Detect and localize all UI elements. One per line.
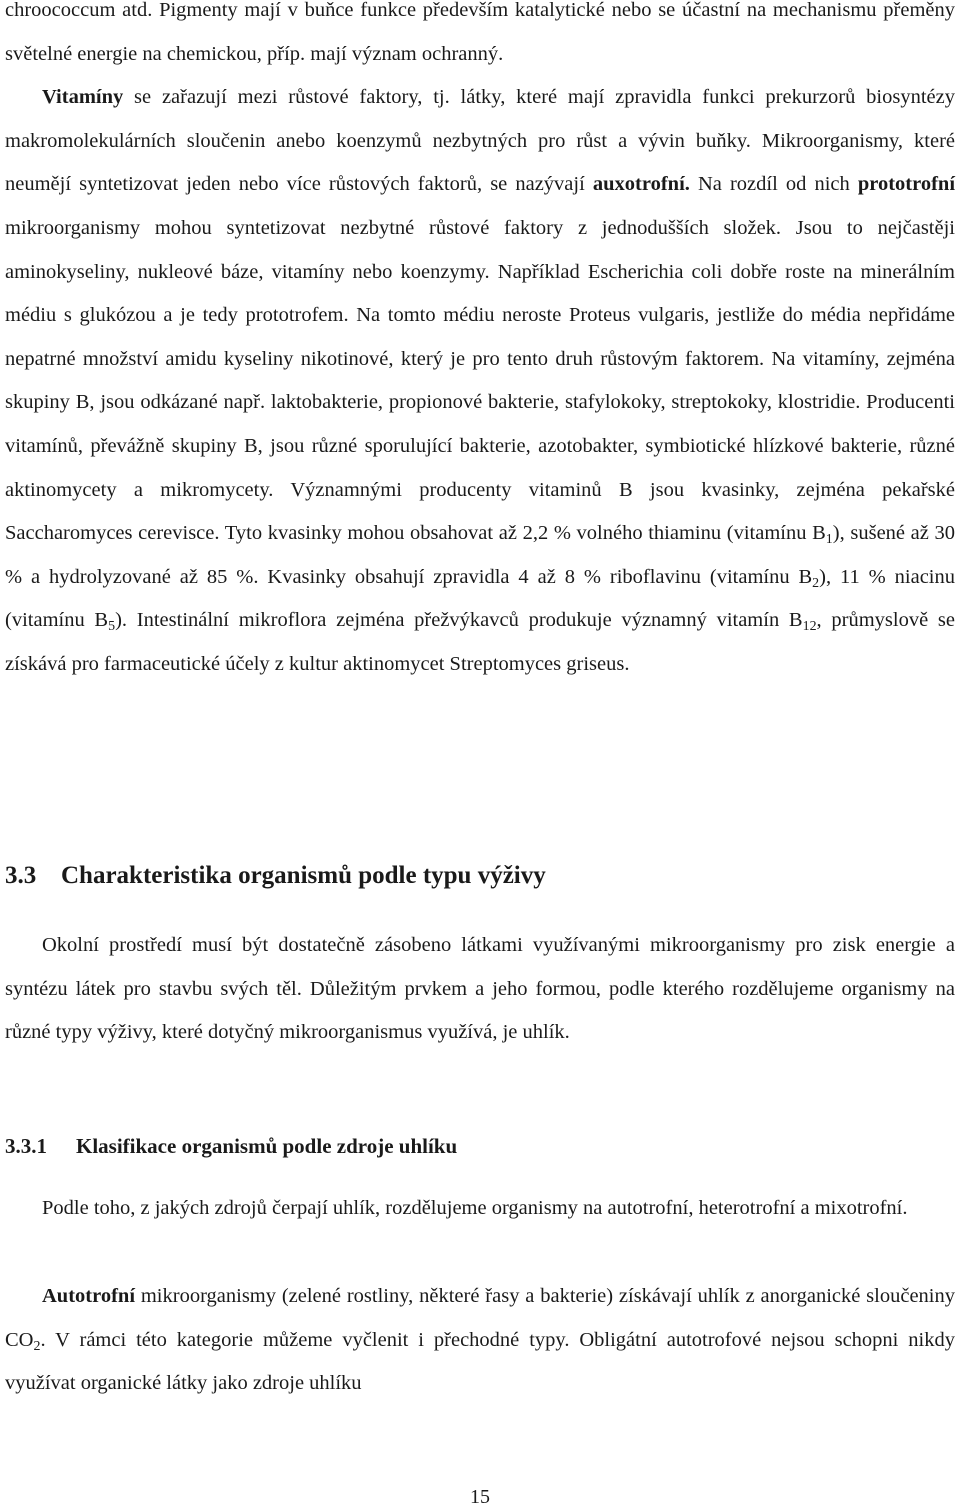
section-heading-3-3 bbox=[5, 862, 546, 890]
section-heading-3-3-1 bbox=[5, 1134, 457, 1159]
term-autotrofni: Autotrofní bbox=[42, 1285, 136, 1307]
subscript-b1: 1 bbox=[825, 532, 833, 548]
subscript-b5: 5 bbox=[108, 619, 116, 635]
subscript-b12: 12 bbox=[802, 619, 817, 635]
text-niacin: ), 11 % niacinu (vitamínu B bbox=[5, 565, 955, 632]
term-vitaminy: Vitamíny bbox=[42, 86, 124, 109]
subscript-b2: 2 bbox=[812, 575, 820, 591]
text-autotrophs: mikroorganismy (zelené rostliny, některé řasy a bakterie) získávají uhlík z anorganické sloučeniny CO bbox=[5, 1285, 955, 1351]
text-prototrophs: mikroorganismy mohou syntetizovat nezbytné růstové faktory z jednodušších složek. Jsou to nejčastěji aminokyseliny, nukleové báze, vitamíny nebo koenzymy. Například Escherichia coli dobře roste na minerálním médiu s glukózou a je tedy prototrofem. Na tomto médiu neroste Proteus vulgaris, jestliže do média nepřidáme nepatrné množství amidu kyseliny nikotinové, který je pro tento druh růstovým faktorem. Na vitamíny, zejména skupiny B, jsou odkázané např. laktobakterie, propionové bakterie, stafylokoky, streptokoky, klostridie. Producenti vitamínů, převážně skupiny B, jsou různé sporulující bakterie, azotobakter, symbiotické hlízkové bakterie, různé aktinomycety a mikromycety. Významnými producenty vitaminů B jsou kvasinky, zejména pekařské Saccharomyces cerevisce. Tyto kvasinky mohou obsahovat až 2,2 % volného thiaminu (vitamínu B bbox=[5, 216, 955, 545]
section-title: Charakteristika organismů podle typu výživy bbox=[61, 862, 546, 889]
term-auxotrofni: auxotrofní. bbox=[592, 173, 690, 196]
paragraph-nutrition: Okolní prostředí musí být dostatečně zásobeno látkami využívanými mikroorganismy pro zisk energie a syntézu látek pro stavbu svých těl. Důležitým prvkem a jeho formou, podle kterého rozdělujeme organismy na různé typy výživy, které dotyčný mikroorganismus využívá, je uhlík. bbox=[5, 934, 955, 1044]
text-obligate: . V rámci této kategorie můžeme vyčlenit i přechodné typy. Obligátní autotrofové nejsou schopni nikdy využívat organické látky jako zdroje uhlíku bbox=[5, 1328, 955, 1395]
subsection-title: Klasifikace organismů podle zdroje uhlíku bbox=[76, 1134, 458, 1158]
paragraph-classification: Podle toho, z jakých zdrojů čerpají uhlík, rozdělujeme organismy na autotrofní, heterotrofní a mixotrofní. bbox=[42, 1197, 908, 1219]
section-number: 3.3 bbox=[5, 862, 37, 889]
text-pigments: chroococcum atd. Pigmenty mají v buňce funkce především katalytické nebo se účastní na mechanismu přeměny světelné energie na chemickou, příp. mají význam ochranný. bbox=[5, 0, 955, 65]
text-intestinal: ). Intestinální mikroflora zejména přežvýkavců produkuje významný vitamín B bbox=[115, 609, 803, 632]
paragraph-vitamins bbox=[5, 0, 955, 687]
paragraph-autotrophs bbox=[5, 1275, 955, 1406]
page-number: 15 bbox=[470, 1486, 490, 1508]
text-yeast-content: ), sušené až 30 % a hydrolyzované až 85 %. Kvasinky obsahují zpravidla 4 až 8 % riboflavinu (vitamínu B bbox=[5, 522, 955, 588]
text-contrast: Na rozdíl od nich bbox=[689, 173, 858, 196]
text-growth-factors: se zařazují mezi růstové faktory, tj. látky, které mají zpravidla funkci prekurzorů biosyntézy makromolekulárních sloučenin anebo koenzymů nezbytných pro růst a vývin buňky. Mikroorganismy, které neumějí syntetizovat jeden nebo více růstových faktorů, se nazývají bbox=[5, 86, 955, 196]
text-streptomyces: , průmyslově se získává pro farmaceutické účely z kultur aktinomycet Streptomyces griseus. bbox=[5, 609, 956, 675]
subsection-number: 3.3.1 bbox=[5, 1134, 47, 1158]
term-prototrofni: prototrofní bbox=[857, 173, 956, 196]
subscript-co2: 2 bbox=[33, 1338, 41, 1354]
